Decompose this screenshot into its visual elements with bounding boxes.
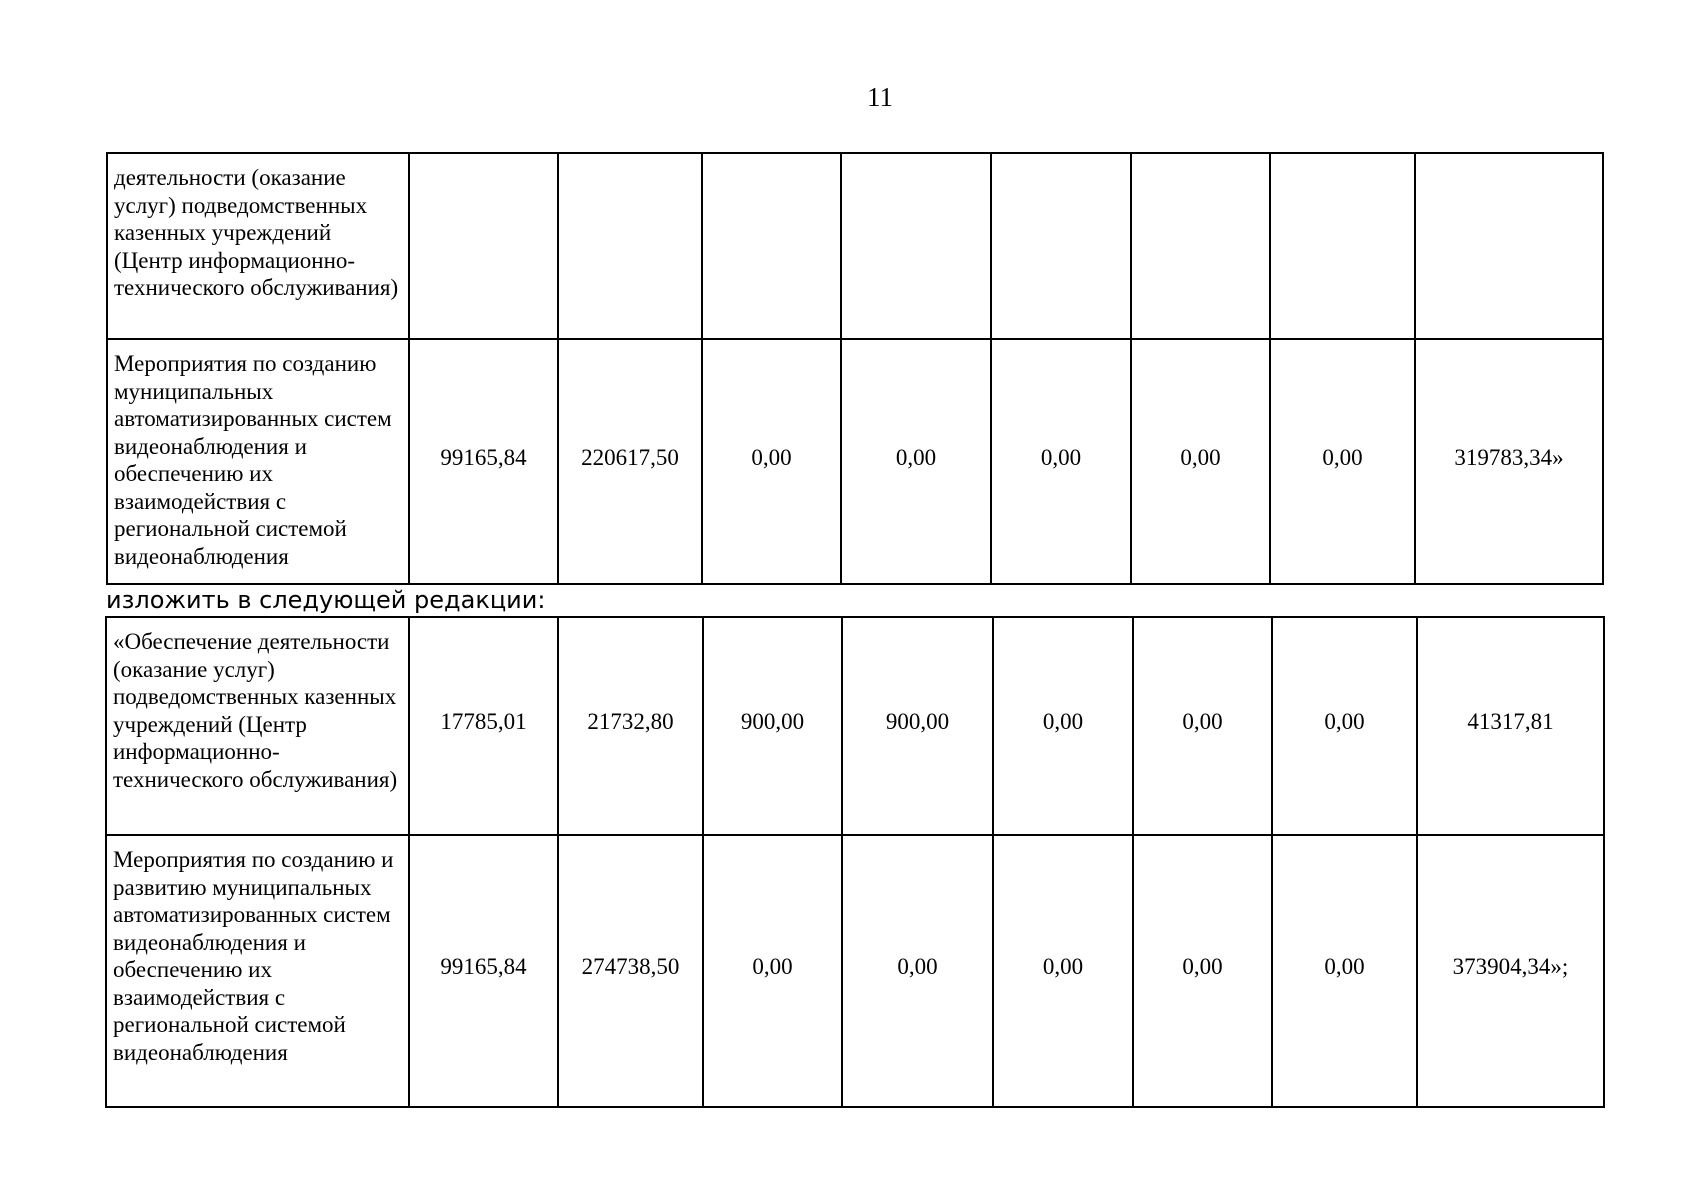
row-description: «Обеспечение деятельности (оказание услуг) подведомственных казенных учреждений (Центр информационно-технического обслуживания) bbox=[106, 617, 409, 835]
value-cell bbox=[991, 153, 1131, 339]
value-cell: 900,00 bbox=[842, 617, 993, 835]
value-cell: 274738,50 bbox=[558, 835, 703, 1107]
value-cell: 99165,84 bbox=[409, 835, 558, 1107]
table-row bbox=[106, 617, 1604, 835]
value-cell: 0,00 bbox=[1272, 617, 1417, 835]
value-cell: 0,00 bbox=[993, 835, 1133, 1107]
table-row bbox=[107, 153, 1603, 339]
value-cell: 0,00 bbox=[842, 835, 993, 1107]
value-cell bbox=[1131, 153, 1270, 339]
row-description: Мероприятия по созданию и развитию муниципальных автоматизированных систем видеонаблюдения и обеспечению их взаимодействия с региональной системой видеонаблюдения bbox=[106, 835, 409, 1107]
total-cell bbox=[1415, 153, 1603, 339]
value-cell: 0,00 bbox=[993, 617, 1133, 835]
value-cell: 0,00 bbox=[702, 339, 841, 584]
amendment-instruction: изложить в следующей редакции: bbox=[106, 586, 546, 614]
value-cell: 0,00 bbox=[841, 339, 991, 584]
value-cell: 0,00 bbox=[1133, 617, 1272, 835]
total-cell: 41317,81 bbox=[1417, 617, 1604, 835]
value-cell: 900,00 bbox=[703, 617, 842, 835]
value-cell bbox=[702, 153, 841, 339]
total-cell: 373904,34»; bbox=[1417, 835, 1604, 1107]
value-cell bbox=[841, 153, 991, 339]
value-cell: 0,00 bbox=[1272, 835, 1417, 1107]
value-cell bbox=[558, 153, 702, 339]
value-cell: 99165,84 bbox=[409, 339, 558, 584]
value-cell: 0,00 bbox=[1270, 339, 1415, 584]
table-before-amendment bbox=[106, 152, 1604, 585]
value-cell: 0,00 bbox=[703, 835, 842, 1107]
value-cell: 0,00 bbox=[1131, 339, 1270, 584]
value-cell: 17785,01 bbox=[409, 617, 558, 835]
table-row bbox=[107, 339, 1603, 584]
table-row bbox=[106, 835, 1604, 1107]
value-cell: 0,00 bbox=[991, 339, 1131, 584]
total-cell: 319783,34» bbox=[1415, 339, 1603, 584]
row-description: Мероприятия по созданию муниципальных автоматизированных систем видеонаблюдения и обеспечению их взаимодействия с региональной системой видеонаблюдения bbox=[107, 339, 409, 584]
value-cell: 0,00 bbox=[1133, 835, 1272, 1107]
table-after-amendment bbox=[105, 616, 1605, 1108]
row-description: деятельности (оказание услуг) подведомственных казенных учреждений (Центр информационно-технического обслуживания) bbox=[107, 153, 409, 339]
value-cell bbox=[409, 153, 558, 339]
value-cell: 220617,50 bbox=[558, 339, 702, 584]
value-cell: 21732,80 bbox=[558, 617, 703, 835]
value-cell bbox=[1270, 153, 1415, 339]
page-number: 11 bbox=[867, 82, 893, 112]
